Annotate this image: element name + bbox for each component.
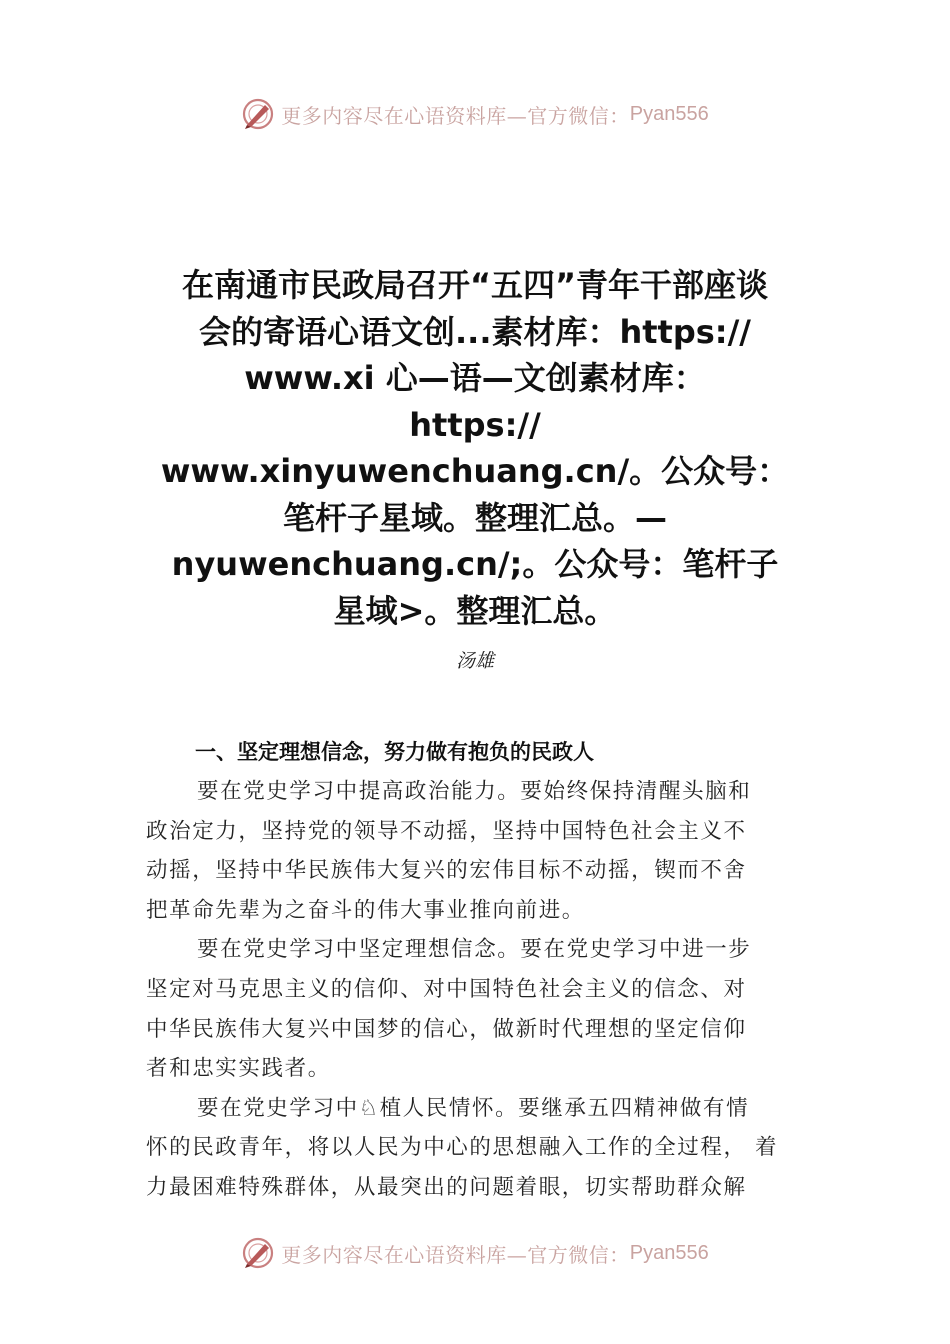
title-line: https://: [409, 405, 541, 444]
document-title: [120, 262, 830, 634]
paragraph: [146, 930, 816, 1088]
watermark-wechat-id: Pyan556: [629, 102, 709, 125]
text-line: 坚定对马克思主义的信仰、对中国特色社会主义的信念、对: [146, 976, 747, 1002]
text-line: 把革命先辈为之奋斗的伟大事业推向前进。: [146, 897, 585, 923]
text-line: 要在党史学习中提高政治能力。要始终保持清醒头脑和: [197, 779, 752, 804]
header-watermark: [0, 94, 950, 134]
title-line: 笔杆子星域。整理汇总。—: [282, 498, 667, 537]
text-line: 政治定力，坚持党的领导不动摇，坚持中国特色社会主义不: [146, 818, 747, 844]
paragraph: [146, 1089, 816, 1208]
text-line: 要在党史学习中♘植人民情怀。要继承五四精神做有情: [197, 1095, 750, 1121]
text-line: 要在党史学习中坚定理想信念。要在党史学习中进一步: [197, 937, 752, 963]
text-line: 动摇，坚持中华民族伟大复兴的宏伟目标不动摇，锲而不舍: [146, 858, 747, 884]
title-line: 在南通市民政局召开“五四”青年干部座谈: [181, 266, 769, 304]
title-line: www.xi 心—语—文创素材库：: [244, 359, 706, 397]
watermark-wechat-id: Pyan556: [629, 1241, 709, 1264]
watermark-text: 更多内容尽在心语资料库—官方微信：: [281, 1242, 630, 1267]
title-line: 会的寄语心语文创...素材库：https://: [199, 312, 751, 351]
author-name: 汤雄: [455, 650, 494, 672]
watermark-text: 更多内容尽在心语资料库—官方微信：: [281, 103, 630, 128]
title-line: www.xinyuwenchuang.cn/。公众号：: [160, 452, 790, 490]
body-text: [146, 772, 816, 1208]
text-line: 者和忠实实践者。: [146, 1056, 331, 1082]
text-line: 中华民族伟大复兴中国梦的信心，做新时代理想的坚定信仰: [146, 1016, 747, 1042]
pen-logo-icon: [241, 97, 275, 131]
paragraph: [146, 772, 816, 930]
text-line: 怀的民政青年，将以人民为中心的思想融入工作的全过程， 着: [146, 1135, 779, 1161]
title-line: 星域>。整理汇总。: [333, 591, 617, 630]
section-heading: 一、坚定理想信念，努力做有抱负的民政人: [195, 740, 594, 764]
text-line: 力最困难特殊群体，从最突出的问题着眼，切实帮助群众解: [146, 1174, 747, 1200]
title-line: nyuwenchuang.cn/;。公众号：笔杆子: [171, 545, 779, 583]
footer-watermark: [0, 1233, 950, 1273]
pen-logo-icon: [241, 1236, 275, 1270]
